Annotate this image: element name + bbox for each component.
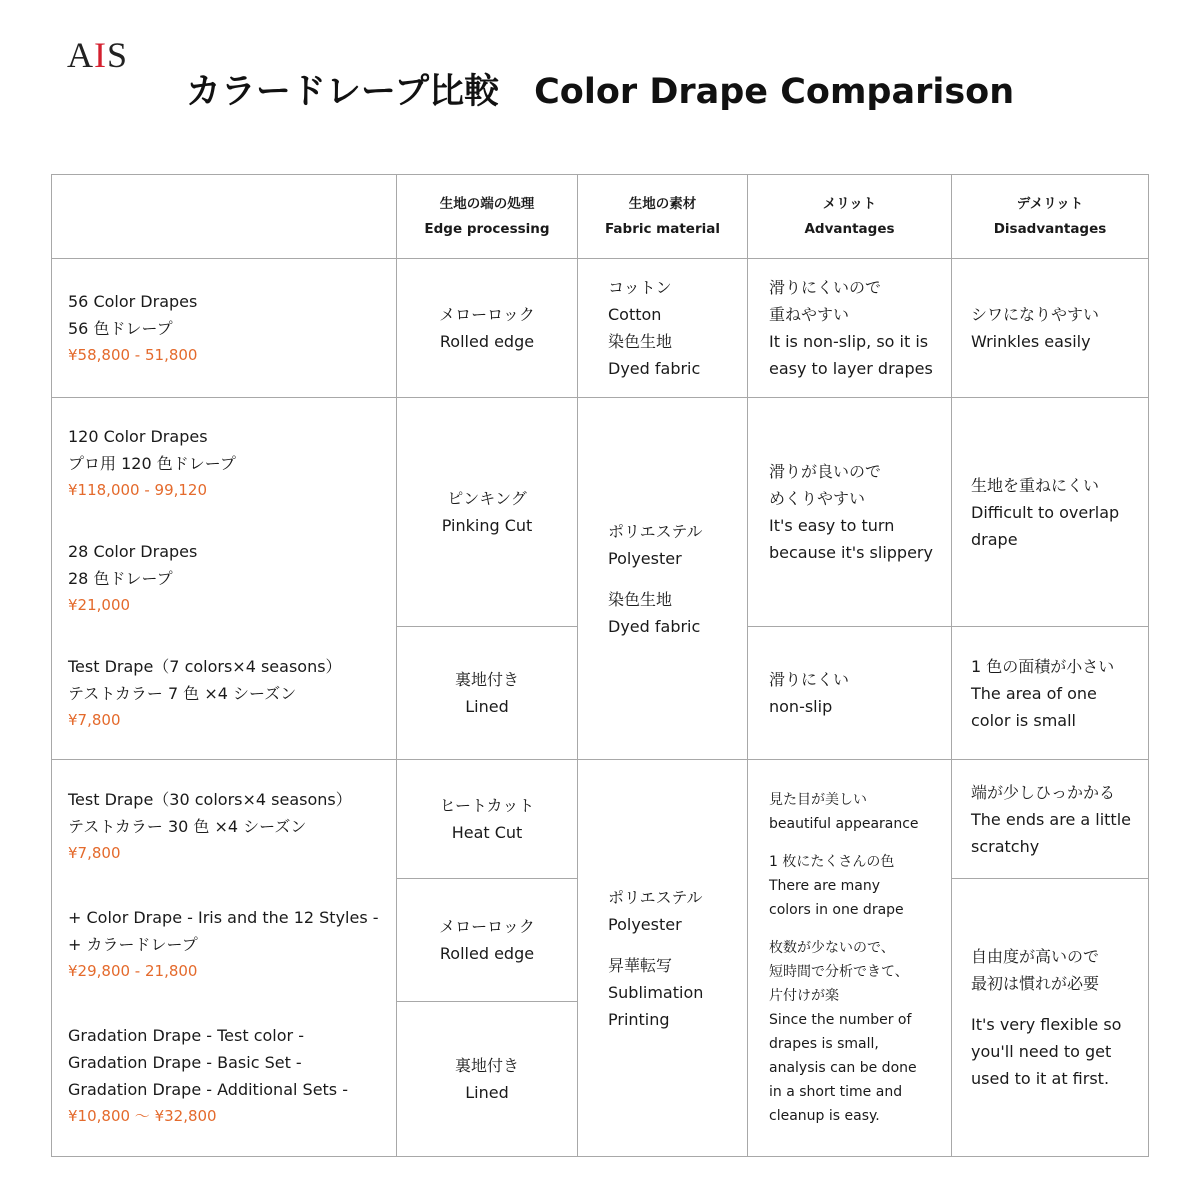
cell-text: Heat Cut: [451, 823, 523, 842]
cell-text: プロ用 120 色ドレープ: [68, 454, 236, 473]
advantages-cell: [747, 626, 952, 760]
cell-text: 28 色ドレープ: [68, 569, 173, 588]
cell-text: メローロック: [439, 917, 535, 936]
spacer: [608, 938, 731, 952]
cell-text: 短時間で分析できて、: [769, 964, 909, 980]
cell-text: Disadvantages: [993, 220, 1107, 237]
cell-text: 56 色ドレープ: [68, 318, 173, 338]
product-price: ¥10,800 〜 ¥32,800: [68, 1106, 217, 1125]
cell-text: Lined: [465, 1083, 509, 1102]
cell-text: Advantages: [804, 220, 895, 237]
cell-text: 自由度が高いので: [971, 947, 1100, 966]
cell-text: Pinking Cut: [441, 516, 533, 535]
cell-text: 枚数が少ないので、: [769, 940, 895, 956]
cell-text: 重ねやすい: [769, 305, 850, 324]
cell-text: メローロック: [439, 305, 535, 324]
product-price: ¥21,000: [68, 596, 131, 614]
cell-text: 1 枚にたくさんの色: [769, 854, 895, 870]
product-cell: [51, 258, 397, 398]
cell-text: Polyester: [608, 548, 682, 568]
cell-text: It's very flexible so: [971, 1015, 1122, 1034]
spacer: [769, 836, 935, 850]
cell-text: 裏地付き: [454, 1056, 519, 1075]
advantages-cell: [747, 258, 952, 398]
product-cell: [51, 397, 397, 760]
cell-text: コットン: [608, 278, 672, 297]
product-item: [68, 538, 380, 619]
cell-text: 片付けが楽: [769, 988, 839, 1004]
product-item: [68, 423, 380, 504]
cell-text: + Color Drape - Iris and the 12 Styles -: [68, 907, 379, 927]
cell-text: in a short time and: [769, 1084, 903, 1100]
cell-text: 120 Color Drapes: [68, 427, 208, 446]
cell-text: 生地を重ねにくい: [971, 475, 1100, 495]
cell-text: The area of one: [971, 683, 1097, 703]
cell-text: color is small: [971, 710, 1076, 730]
cell-text: 見た目が美しい: [769, 792, 867, 808]
fabric-material-cell: [577, 397, 748, 760]
cell-text: 生地の素材: [628, 195, 697, 212]
product-price: ¥118,000 - 99,120: [68, 481, 208, 499]
logo-letter: I: [94, 35, 107, 75]
cell-text: Lined: [465, 697, 509, 716]
cell-text: メリット: [822, 195, 877, 212]
product-item: [68, 786, 380, 867]
cell-text: Gradation Drape - Test color -: [68, 1025, 304, 1045]
cell-text: テストカラー 7 色 ×4 シーズン: [68, 684, 297, 703]
fabric-material-cell: [577, 258, 748, 398]
edge-processing-cell: [396, 878, 578, 1002]
cell-text: 昇華転写: [608, 955, 673, 975]
cell-text: The ends are a little: [971, 809, 1131, 829]
column-header: [577, 174, 748, 259]
cell-text: Rolled edge: [439, 332, 535, 351]
product-cell: [51, 759, 397, 1157]
header-empty-cell: [51, 174, 397, 259]
cell-text: cleanup is easy.: [769, 1108, 880, 1124]
cell-text: Gradation Drape - Additional Sets -: [68, 1079, 348, 1099]
cell-text: colors in one drape: [769, 902, 904, 918]
disadvantages-cell: [951, 626, 1149, 760]
edge-processing-cell: [396, 626, 578, 760]
cell-text: drapes is small,: [769, 1036, 879, 1052]
cell-text: Difficult to overlap: [971, 502, 1120, 522]
cell-text: 滑りが良いので: [769, 462, 882, 481]
cell-text: Rolled edge: [439, 944, 535, 963]
cell-text: 28 Color Drapes: [68, 542, 198, 561]
cell-text: Cotton: [608, 305, 662, 324]
cell-text: 端が少しひっかかる: [971, 782, 1116, 802]
cell-text: easy to layer drapes: [769, 359, 933, 378]
cell-text: 裏地付き: [454, 670, 519, 689]
cell-text: Test Drape（30 colors×4 seasons）: [68, 790, 352, 810]
cell-text: Fabric material: [604, 220, 720, 237]
disadvantages-cell: [951, 878, 1149, 1157]
edge-processing-cell: [396, 1001, 578, 1157]
cell-text: テストカラー 30 色 ×4 シーズン: [68, 817, 307, 837]
cell-text: シワになりやすい: [971, 305, 1100, 324]
column-header: [951, 174, 1149, 259]
fabric-material-cell: [577, 759, 748, 1157]
cell-text: 1 色の面積が小さい: [971, 656, 1115, 676]
cell-text: Since the number of: [769, 1012, 912, 1028]
cell-text: 滑りにくいので: [769, 278, 882, 297]
disadvantages-cell: [951, 397, 1149, 627]
cell-text: because it's slippery: [769, 543, 933, 562]
edge-processing-cell: [396, 759, 578, 879]
cell-text: Gradation Drape - Basic Set -: [68, 1052, 302, 1072]
product-item: [68, 653, 380, 734]
cell-text: Dyed fabric: [608, 616, 701, 636]
logo-letter: A: [67, 35, 94, 75]
spacer: [608, 572, 731, 586]
column-header: [396, 174, 578, 259]
cell-text: 最初は慣れが必要: [971, 974, 1100, 993]
cell-text: 染色生地: [608, 589, 673, 609]
cell-text: ピンキング: [447, 489, 527, 508]
spacer: [769, 922, 935, 936]
cell-text: Wrinkles easily: [971, 332, 1091, 351]
cell-text: 生地の端の処理: [439, 195, 535, 212]
cell-text: 染色生地: [608, 332, 673, 351]
advantages-cell: [747, 759, 952, 1157]
cell-text: Polyester: [608, 914, 682, 934]
cell-text: Printing: [608, 1009, 670, 1029]
logo-letter: S: [107, 35, 129, 75]
cell-text: non-slip: [769, 697, 833, 716]
cell-text: デメリット: [1016, 195, 1084, 212]
cell-text: beautiful appearance: [769, 816, 919, 832]
product-item: [68, 1022, 380, 1130]
product-item: [68, 904, 380, 985]
edge-processing-cell: [396, 258, 578, 398]
edge-processing-cell: [396, 397, 578, 627]
spacer: [971, 997, 1132, 1011]
cell-text: ポリエステル: [608, 887, 703, 907]
cell-text: ポリエステル: [608, 521, 703, 541]
cell-text: There are many: [769, 878, 881, 894]
product-price: ¥58,800 - 51,800: [68, 345, 198, 364]
disadvantages-cell: [951, 759, 1149, 879]
disadvantages-cell: [951, 258, 1149, 398]
page-title: カラードレープ比較 Color Drape Comparison: [185, 72, 1015, 112]
cell-text: It's easy to turn: [769, 516, 895, 535]
product-price: ¥29,800 - 21,800: [68, 961, 198, 980]
cell-text: Test Drape（7 colors×4 seasons）: [68, 657, 342, 676]
cell-text: 滑りにくい: [769, 670, 850, 689]
product-price: ¥7,800: [68, 844, 121, 863]
cell-text: Dyed fabric: [608, 359, 701, 378]
product-price: ¥7,800: [68, 711, 121, 729]
cell-text: Edge processing: [424, 220, 550, 237]
cell-text: you'll need to get: [971, 1042, 1112, 1061]
cell-text: used to it at first.: [971, 1069, 1110, 1088]
cell-text: Sublimation: [608, 982, 704, 1002]
product-item: [68, 288, 380, 369]
advantages-cell: [747, 397, 952, 627]
cell-text: ヒートカット: [439, 796, 535, 815]
cell-text: めくりやすい: [769, 489, 866, 508]
cell-text: + カラードレープ: [68, 934, 198, 954]
cell-text: drape: [971, 529, 1018, 549]
cell-text: analysis can be done: [769, 1060, 917, 1076]
cell-text: It is non-slip, so it is: [769, 332, 929, 351]
cell-text: 56 Color Drapes: [68, 291, 198, 311]
cell-text: scratchy: [971, 836, 1040, 856]
column-header: [747, 174, 952, 259]
